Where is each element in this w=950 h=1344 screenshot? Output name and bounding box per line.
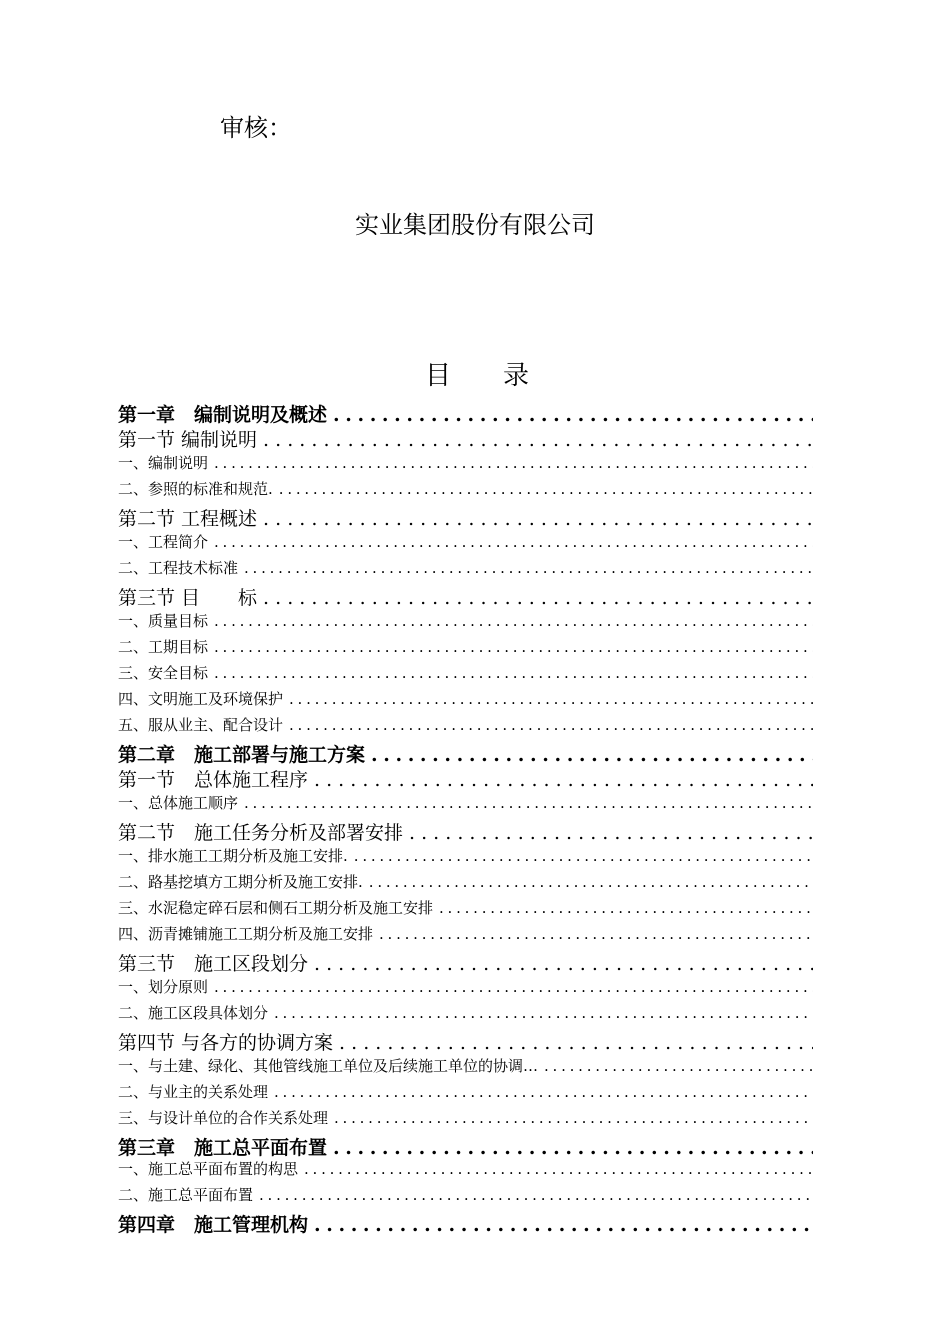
- toc-entry-label: 二、与业主的关系处理: [118, 1083, 269, 1101]
- dot-leader: [333, 1137, 813, 1158]
- dot-leader: [289, 716, 813, 734]
- dot-leader: [244, 559, 813, 577]
- dot-leader: [263, 429, 813, 451]
- toc-item[interactable]: [118, 688, 813, 714]
- toc-item[interactable]: [118, 1081, 813, 1107]
- toc-chapter[interactable]: [118, 1133, 813, 1158]
- toc-entry-label: 二、路基挖填方工期分析及施工安排.: [118, 873, 363, 891]
- toc-chapter[interactable]: [118, 1210, 813, 1235]
- toc-entry-label: 第二节 施工任务分析及部署安排: [118, 822, 404, 844]
- toc-chapter[interactable]: [118, 400, 813, 425]
- toc-item[interactable]: [118, 662, 813, 688]
- toc-entry-label: 第三节 施工区段划分: [118, 953, 309, 975]
- toc-item[interactable]: [118, 1055, 813, 1081]
- toc-section[interactable]: [118, 1028, 813, 1055]
- toc-heading: [425, 355, 529, 392]
- toc-entry-label: 一、施工总平面布置的构思: [118, 1160, 299, 1178]
- toc-entry-label: 一、划分原则: [118, 978, 209, 996]
- dot-leader: [244, 794, 813, 812]
- toc-item[interactable]: [118, 452, 813, 478]
- toc-entry-label: 四、沥青摊铺施工工期分析及施工安排: [118, 925, 374, 943]
- toc-item[interactable]: [118, 610, 813, 636]
- toc-item[interactable]: [118, 792, 813, 818]
- toc-item[interactable]: [118, 1002, 813, 1028]
- toc-section[interactable]: [118, 949, 813, 976]
- dot-leader: [214, 612, 813, 630]
- toc-section[interactable]: [118, 425, 813, 452]
- dot-leader: [214, 978, 813, 996]
- toc-chapter[interactable]: [118, 740, 813, 765]
- dot-leader: [214, 664, 813, 682]
- toc-entry-label: 第三章 施工总平面布置: [118, 1137, 328, 1158]
- toc-entry-label: 三、与设计单位的合作关系处理: [118, 1109, 329, 1127]
- toc-item[interactable]: [118, 976, 813, 1002]
- dot-leader: [439, 899, 813, 917]
- toc-item[interactable]: [118, 478, 813, 504]
- toc-item[interactable]: [118, 897, 813, 923]
- toc-entry-label: 第四节 与各方的协调方案: [118, 1032, 334, 1054]
- dot-leader: [214, 454, 813, 472]
- toc-entry-label: 四、文明施工及环境保护: [118, 690, 284, 708]
- dot-leader: [379, 925, 813, 943]
- dot-leader: [289, 690, 813, 708]
- toc-entry-label: 二、施工总平面布置: [118, 1186, 254, 1204]
- dot-leader: [279, 480, 813, 498]
- toc-entry-label: 三、安全目标: [118, 664, 209, 682]
- toc-entry-label: 第三节 目 标: [118, 587, 258, 609]
- toc-item[interactable]: [118, 714, 813, 740]
- dot-leader: [263, 508, 813, 530]
- dot-leader: [274, 1083, 813, 1101]
- toc-item[interactable]: [118, 871, 813, 897]
- toc-entry-label: 第一节 总体施工程序: [118, 769, 309, 791]
- toc-entry-label: 二、工程技术标准: [118, 559, 239, 577]
- toc-heading-char-1: 目: [425, 361, 452, 391]
- toc-entry-label: 三、水泥稳定碎石层和侧石工期分析及施工安排: [118, 899, 434, 917]
- toc-item[interactable]: [118, 557, 813, 583]
- toc-entry-label: 一、工程简介: [118, 533, 209, 551]
- toc-entry-label: 一、质量目标: [118, 612, 209, 630]
- dot-leader: [409, 822, 813, 844]
- dot-leader: [334, 1109, 813, 1127]
- toc-section[interactable]: [118, 583, 813, 610]
- toc-heading-char-2: 录: [503, 361, 530, 391]
- dot-leader: [333, 404, 813, 425]
- dot-leader: [259, 1186, 813, 1204]
- reviewer-label: 审核：: [220, 114, 292, 142]
- dot-leader: [314, 769, 813, 791]
- dot-leader: [314, 953, 813, 975]
- dot-leader: [274, 1004, 813, 1022]
- toc-entry-label: 第一章 编制说明及概述: [118, 404, 328, 425]
- toc-entry-label: 二、参照的标准和规范.: [118, 480, 273, 498]
- toc-item[interactable]: [118, 845, 813, 871]
- toc-entry-label: 二、工期目标: [118, 638, 209, 656]
- toc-item[interactable]: [118, 923, 813, 949]
- toc-item[interactable]: [118, 636, 813, 662]
- toc-entry-label: 二、施工区段具体划分: [118, 1004, 269, 1022]
- company-name: 实业集团股份有限公司: [355, 211, 595, 239]
- toc-entry-label: 一、与土建、绿化、其他管线施工单位及后续施工单位的协调…: [118, 1057, 539, 1075]
- dot-leader: [354, 847, 813, 865]
- dot-leader: [544, 1057, 813, 1075]
- table-of-contents: [118, 400, 813, 1235]
- toc-entry-label: 第二节 工程概述: [118, 508, 258, 530]
- toc-section[interactable]: [118, 818, 813, 845]
- toc-entry-label: 第四章 施工管理机构: [118, 1214, 309, 1235]
- dot-leader: [214, 638, 813, 656]
- toc-item[interactable]: [118, 1158, 813, 1184]
- dot-leader: [214, 533, 813, 551]
- toc-section[interactable]: [118, 504, 813, 531]
- toc-entry-label: 第二章 施工部署与施工方案: [118, 744, 366, 765]
- toc-entry-label: 第一节 编制说明: [118, 429, 258, 451]
- dot-leader: [369, 873, 813, 891]
- dot-leader: [304, 1160, 813, 1178]
- toc-item[interactable]: [118, 1107, 813, 1133]
- toc-item[interactable]: [118, 531, 813, 557]
- toc-section[interactable]: [118, 765, 813, 792]
- toc-entry-label: 一、编制说明: [118, 454, 209, 472]
- toc-entry-label: 一、排水施工工期分析及施工安排.: [118, 847, 348, 865]
- dot-leader: [263, 587, 813, 609]
- dot-leader: [339, 1032, 813, 1054]
- dot-leader: [371, 744, 813, 765]
- dot-leader: [314, 1214, 813, 1235]
- toc-entry-label: 五、服从业主、配合设计: [118, 716, 284, 734]
- toc-item[interactable]: [118, 1184, 813, 1210]
- toc-entry-label: 一、总体施工顺序: [118, 794, 239, 812]
